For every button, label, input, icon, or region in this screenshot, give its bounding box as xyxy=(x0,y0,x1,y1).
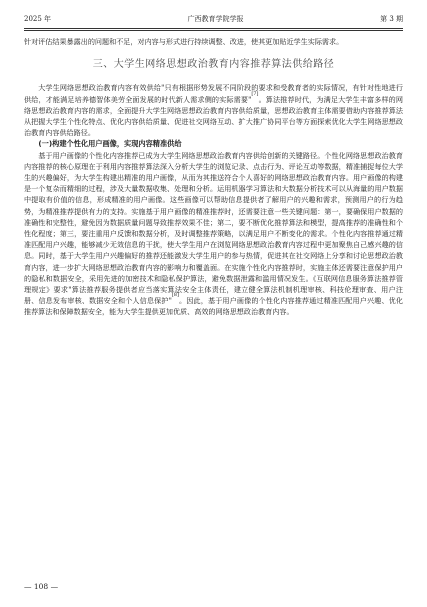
subsection-heading: (一)构建个性化用户画像，实现内容精准供给 xyxy=(38,139,182,149)
page-number: — 108 — xyxy=(24,582,59,591)
paragraph-2-text: 基于用户画像的个性化内容推荐已成为大学生网络思想政治教育内容供给创新的关键路径。个性化网络思想政治教育内容推荐的核心原理在于利用内容推荐算法深入分析大学生的浏览记录、点击行为、评论互动等数据，精准捕捉每位大学生的兴趣偏好，为大学生构建出精准的用户画像，从而为其推送符合个人喜好的网络思想政治教育内容。用户画像的构建是一个复杂而精细的过程，涉及大量数据收集、处理和分析。运用机器学习算法和大数据分析技术可以从海量的用户数据中提取有价值的信息，形成精准的用户画像。这些画像可以帮助信息提供者了解用户的兴趣和需求，预测用户的行为趋势，为精准推荐提供有力的支持。实施基于用户画像的精准推荐时，还需要注意一些关键问题：第一，要确保用户数据的准确性和完整性，避免因为数据质量问题导致推荐效果不佳；第二，要不断优化推荐算法和模型，提高推荐的准确性和个性化程度；第三，要注重用户反馈和数据分析，及时调整推荐策略，以满足用户不断变化的需求。个性化内容推荐通过精准匹配用户兴趣，能够减少无效信息的干扰，使大学生用户在浏览网络思想政治教育内容过程中更加聚焦自己感兴趣的信息。同时，基于大学生用户兴趣偏好的推荐还能激发大学生用户的参与热情，促进其在社交网络上分享和讨论思想政治教育内容，进一步扩大网络思想政治教育内容的影响力和覆盖面。在实施个性化内容推荐时，实施主体还需要注意保护用户的隐私和数据安全，采用先进的加密技术和隐私保护算法，避免数据泄露和滥用情况发生。《互联网信息服务算法推荐管理规定》要求"算法推荐服务提供者应当落实算法安全主体责任，建立健全算法机制机理审核、科技伦理审查、用户注册、信息发布审核、数据安全和个人信息保护" xyxy=(24,150,403,306)
paragraph-2-rest: 。因此，基于用户画像的个性化内容推荐通过精准匹配用户兴趣、优化推荐算法和保障数据安全，能为大学生提供更加优质、高效的网络思想政治教育内容。 xyxy=(24,296,403,317)
paragraph-1 xyxy=(24,82,403,138)
header-journal: 广西教育学院学报 xyxy=(187,15,244,23)
article-body xyxy=(24,36,403,318)
header-year: 2025 年 xyxy=(24,15,52,23)
intro-paragraph: 针对评估结果暴露出的问题和不足，对内容与形式进行持续调整、改进，使其更加贴近学生实际需求。 xyxy=(24,37,344,46)
header-rule-thin xyxy=(24,30,403,31)
citation-7: [7] xyxy=(251,90,259,97)
paragraph-1-text: 大学生网络思想政治教育内容有效供给"只有根据形势发展不同阶段的要求和受教育者的实际情况，有针对性地进行供给，才能满足培养德智体美劳全面发展的时代新人需求侧的实际需要" xyxy=(24,83,403,104)
header-issue: 第 3 期 xyxy=(380,15,403,23)
running-header xyxy=(24,12,403,26)
section-heading: 三、大学生网络思想政治教育内容推荐算法供给路径 xyxy=(92,59,335,71)
paragraph-2 xyxy=(24,150,403,318)
citation-8: [8] xyxy=(171,292,179,299)
paragraph-1-rest: 。算法推荐时代，为满足大学生丰富多样的网络思想政治教育内容的需求，全面提升大学生网络思想政治教育内容供给质量，思想政治教育主体需要借助内容推荐算法从把握大学生个性化特点、优化内容供给质量、促进社交网络互动、扩大推广协同平台等方面探索优化大学生网络思想政治教育内容供给路径。 xyxy=(24,94,404,138)
